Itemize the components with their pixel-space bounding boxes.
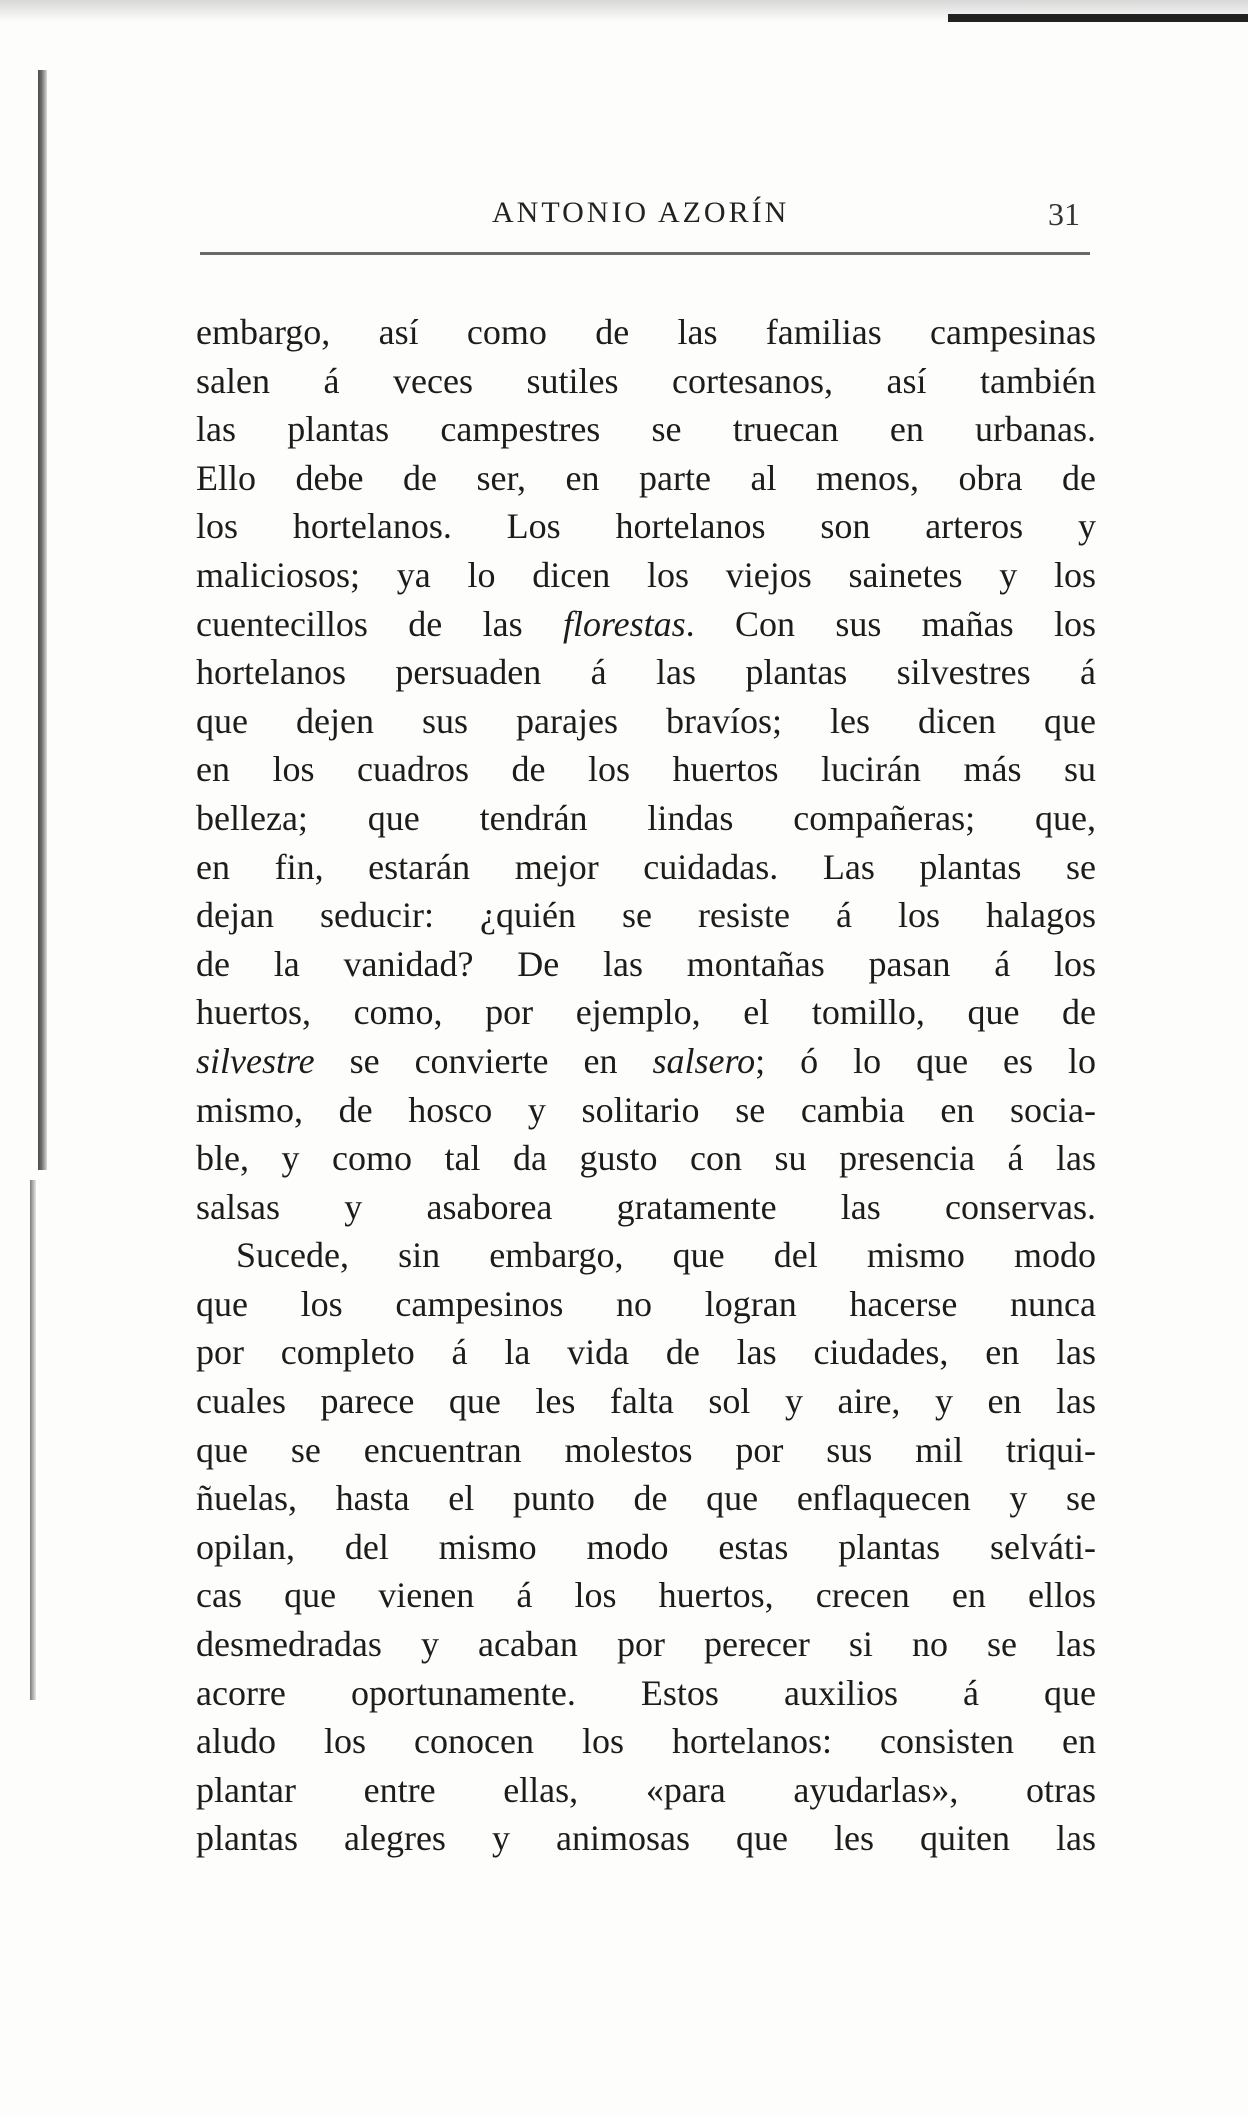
- text-line: [196, 745, 1096, 794]
- italic-text: salsero: [652, 1040, 756, 1081]
- text-line: [196, 454, 1096, 503]
- text-line: [196, 1474, 1096, 1523]
- text-segment: ; ó lo que es lo: [755, 1040, 1096, 1081]
- text-line: [196, 794, 1096, 843]
- text-line: [196, 1620, 1096, 1669]
- text-segment: hortelanos persuaden á las plantas silvestres á: [196, 652, 1096, 693]
- text-line: [196, 1377, 1096, 1426]
- text-line: [196, 1814, 1096, 1863]
- text-line: [196, 405, 1096, 454]
- body-text: [196, 308, 1096, 1863]
- text-line: [196, 1231, 1096, 1280]
- italic-text: florestas: [562, 603, 686, 644]
- text-segment: ñuelas, hasta el punto de que enflaquecen y se: [196, 1478, 1096, 1519]
- text-segment: en fin, estarán mejor cuidadas. Las plantas se: [196, 846, 1096, 887]
- text-line: [196, 1086, 1096, 1135]
- text-segment: plantar entre ellas, «para ayudarlas», otras: [196, 1769, 1096, 1810]
- text-segment: que dejen sus parajes bravíos; les dicen que: [196, 700, 1096, 741]
- page-number: 31: [1048, 196, 1080, 232]
- text-line: [196, 308, 1096, 357]
- text-segment: opilan, del mismo modo estas plantas selváti-: [196, 1526, 1096, 1567]
- text-segment: los hortelanos. Los hortelanos son arteros y: [196, 506, 1096, 547]
- text-segment: huertos, como, por ejemplo, el tomillo, que de: [196, 992, 1096, 1033]
- scan-left-edge-lower: [30, 1180, 36, 1700]
- text-segment: en los cuadros de los huertos lucirán más su: [196, 749, 1096, 790]
- text-line: [196, 502, 1096, 551]
- text-line: [196, 1328, 1096, 1377]
- text-segment: Ello debe de ser, en parte al menos, obra de: [196, 457, 1096, 498]
- text-segment: Sucede, sin embargo, que del mismo modo: [236, 1235, 1096, 1276]
- running-title: ANTONIO AZORÍN: [492, 196, 790, 229]
- text-segment: plantas alegres y animosas que les quiten las: [196, 1818, 1096, 1859]
- text-segment: que los campesinos no logran hacerse nunca: [196, 1283, 1096, 1324]
- text-line: [196, 1717, 1096, 1766]
- text-segment: aludo los conocen los hortelanos: consisten en: [196, 1721, 1096, 1762]
- text-line: [196, 1037, 1096, 1086]
- text-segment: se convierte en: [314, 1040, 653, 1081]
- text-segment: de la vanidad? De las montañas pasan á los: [196, 943, 1096, 984]
- text-segment: maliciosos; ya lo dicen los viejos sainetes y los: [196, 554, 1096, 595]
- text-line: [196, 891, 1096, 940]
- text-line: [196, 940, 1096, 989]
- text-segment: cas que vienen á los huertos, crecen en ellos: [196, 1575, 1096, 1616]
- text-segment: que se encuentran molestos por sus mil triqui-: [196, 1429, 1096, 1470]
- text-segment: cuentecillos de las: [196, 603, 563, 644]
- text-segment: por completo á la vida de las ciudades, en las: [196, 1332, 1096, 1373]
- text-segment: mismo, de hosco y solitario se cambia en socia-: [196, 1089, 1096, 1130]
- text-segment: salen á veces sutiles cortesanos, así también: [196, 360, 1096, 401]
- text-line: [196, 1669, 1096, 1718]
- text-line: [196, 697, 1096, 746]
- text-line: [196, 1571, 1096, 1620]
- text-line: [196, 1183, 1096, 1232]
- text-segment: embargo, así como de las familias campesinas: [196, 312, 1096, 352]
- text-segment: cuales parece que les falta sol y aire, y en las: [196, 1381, 1096, 1422]
- scan-top-right-mark: [948, 14, 1248, 22]
- italic-text: silvestre: [196, 1040, 315, 1081]
- running-head: [200, 196, 1090, 236]
- text-segment: acorre oportunamente. Estos auxilios á que: [196, 1672, 1096, 1713]
- text-segment: dejan seducir: ¿quién se resiste á los halagos: [196, 895, 1096, 936]
- text-line: [196, 1766, 1096, 1815]
- text-line: [196, 357, 1096, 406]
- text-line: [196, 843, 1096, 892]
- text-line: [196, 1134, 1096, 1183]
- text-segment: desmedradas y acaban por perecer si no se las: [196, 1624, 1096, 1665]
- text-segment: salsas y asaborea gratamente las conservas.: [196, 1186, 1096, 1227]
- text-line: [196, 551, 1096, 600]
- text-line: [196, 600, 1096, 649]
- text-segment: ble, y como tal da gusto con su presencia á las: [196, 1138, 1096, 1179]
- text-line: [196, 1280, 1096, 1329]
- text-line: [196, 988, 1096, 1037]
- text-segment: las plantas campestres se truecan en urbanas.: [196, 409, 1096, 450]
- text-line: [196, 648, 1096, 697]
- header-rule: [200, 252, 1090, 255]
- scan-left-edge: [38, 70, 47, 1170]
- text-line: [196, 1426, 1096, 1475]
- text-segment: belleza; que tendrán lindas compañeras; que,: [196, 797, 1096, 838]
- text-line: [196, 1523, 1096, 1572]
- text-segment: . Con sus mañas los: [685, 603, 1097, 644]
